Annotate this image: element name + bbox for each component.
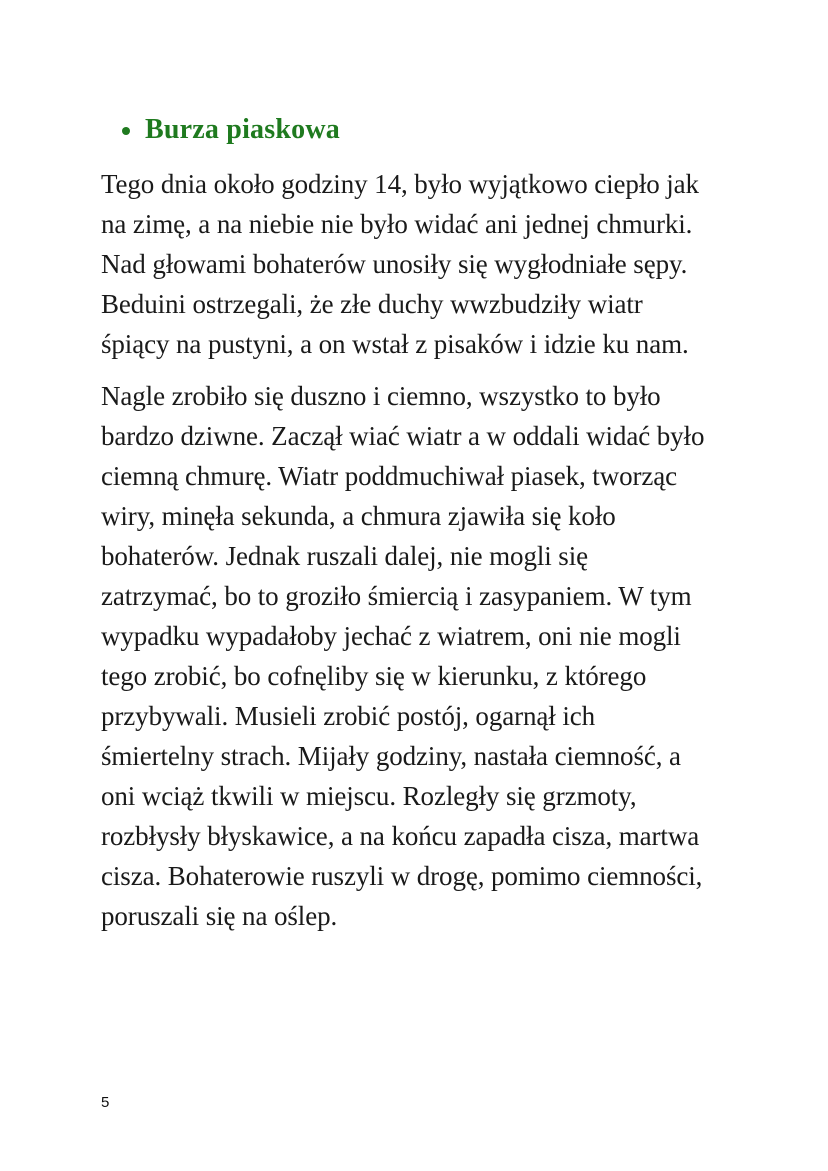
text-line: wiry, minęła sekunda, a chmura zjawiła się koło	[101, 501, 616, 531]
text-line: Nad głowami bohaterów unosiły się wygłodniałe sępy.	[101, 249, 688, 279]
text-line: zatrzymać, bo to groziło śmiercią i zasypaniem. W tym	[101, 581, 692, 611]
text-line: śmiertelny strach. Mijały godziny, nastała ciemność, a	[101, 741, 681, 771]
text-line: wypadku wypadałoby jechać z wiatrem, oni nie mogli	[101, 621, 681, 651]
text-line: bohaterów. Jednak ruszali dalej, nie mogli się	[101, 541, 589, 571]
paragraph-1	[101, 164, 741, 364]
text-line: Nagle zrobiło się duszno i ciemno, wszystko to było	[101, 381, 661, 411]
text-line: poruszali się na oślep.	[101, 901, 338, 931]
section-title: Burza piaskowa	[145, 114, 340, 145]
text-line: ciemną chmurę. Wiatr poddmuchiwał piasek, tworząc	[101, 461, 678, 491]
text-line: tego zrobić, bo cofnęliby się w kierunku, z którego	[101, 661, 647, 691]
text-line: cisza. Bohaterowie ruszyli w drogę, pomimo ciemności,	[101, 861, 703, 891]
story-text	[101, 164, 741, 936]
section-heading	[122, 110, 340, 150]
text-line: przybywali. Musieli zrobić postój, ogarnął ich	[101, 701, 596, 731]
text-line: na zimę, a na niebie nie było widać ani jednej chmurki.	[101, 209, 693, 239]
text-line: bardzo dziwne. Zaczął wiać wiatr a w oddali widać było	[101, 421, 705, 451]
text-line: rozbłysły błyskawice, a na końcu zapadła cisza, martwa	[101, 821, 700, 851]
text-line: śpiący na pustyni, a on wstał z pisaków i idzie ku nam.	[101, 329, 689, 359]
bullet-icon	[122, 127, 130, 135]
text-line: Tego dnia około godziny 14, było wyjątkowo ciepło jak	[101, 169, 699, 199]
page-number: 5	[101, 1094, 110, 1111]
text-line: Beduini ostrzegali, że złe duchy wwzbudziły wiatr	[101, 289, 643, 319]
text-line: oni wciąż tkwili w miejscu. Rozległy się grzmoty,	[101, 781, 637, 811]
paragraph-2	[101, 376, 741, 936]
